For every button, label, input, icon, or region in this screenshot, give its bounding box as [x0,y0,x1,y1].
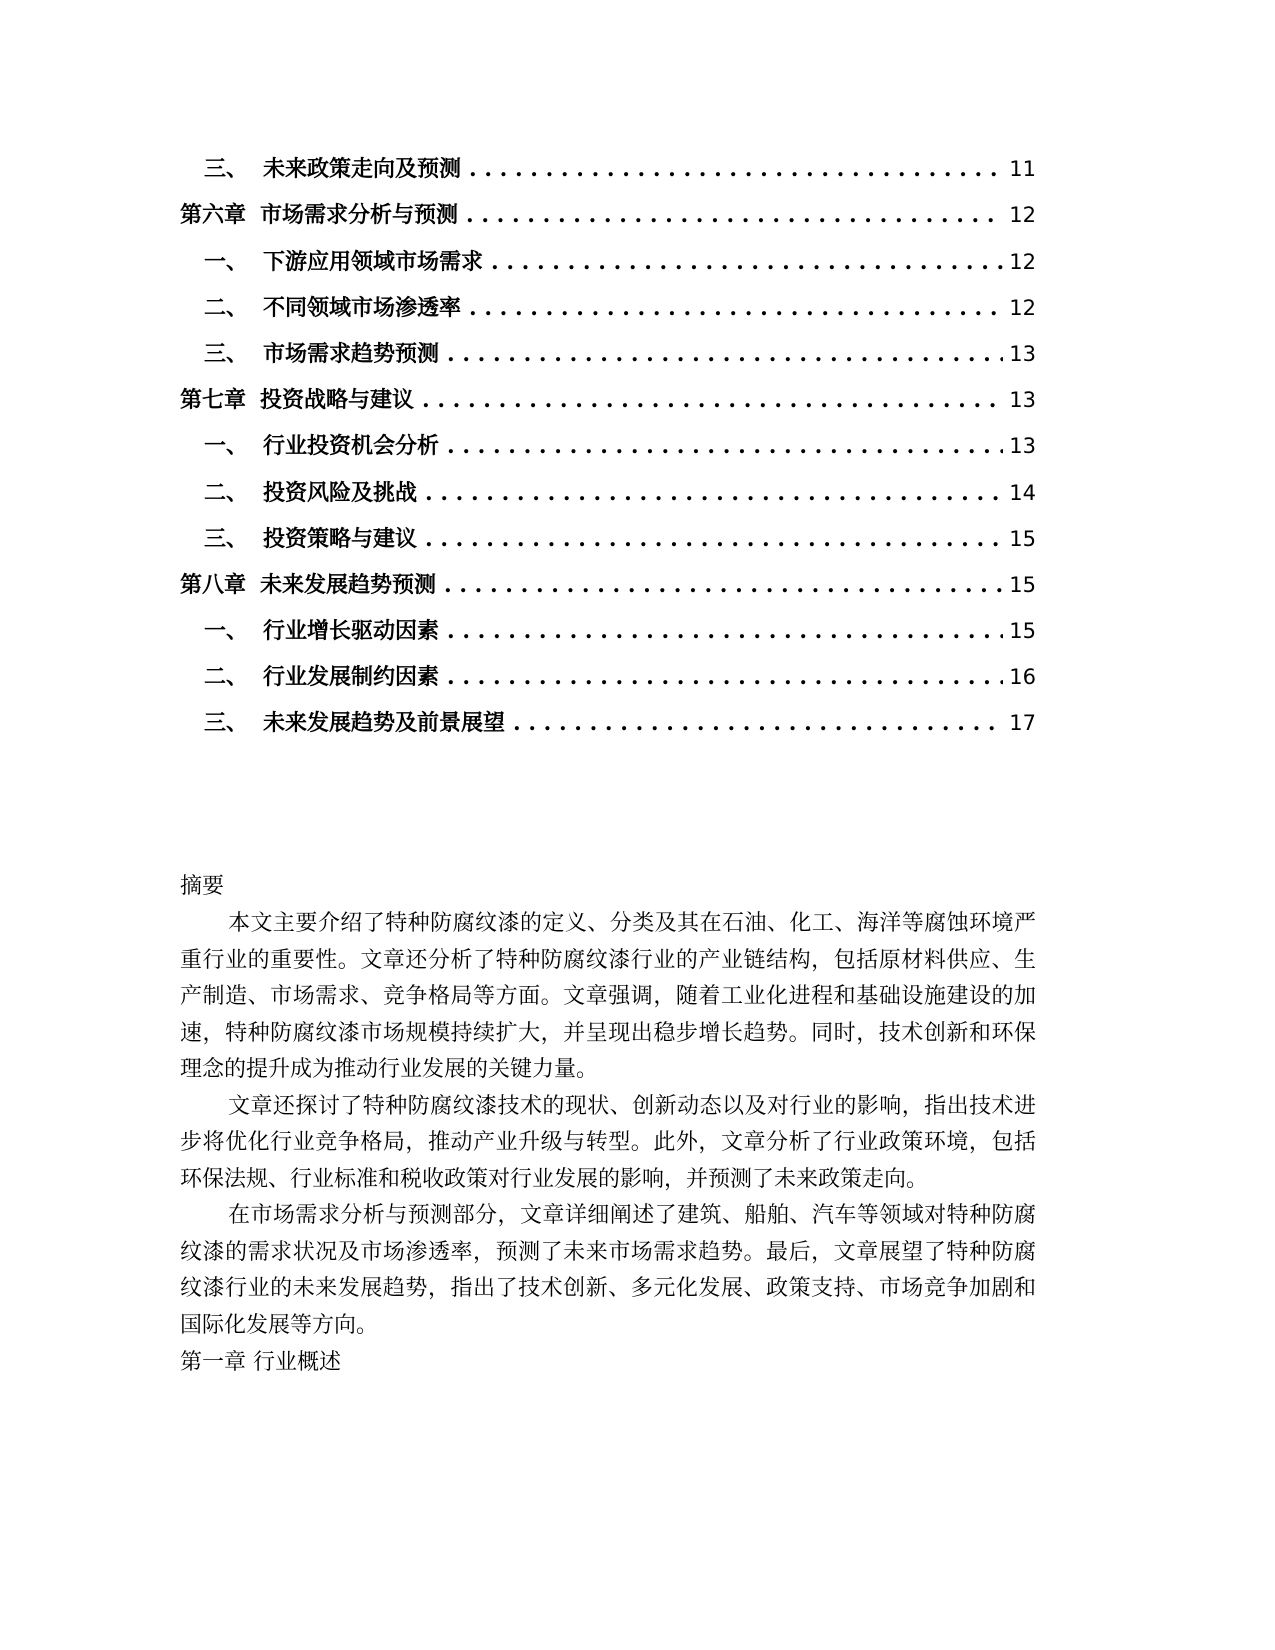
toc-entry[interactable] [180,508,1036,554]
abstract-section [180,868,1036,1382]
toc-entry-title: 行业投资机会分析 [263,433,440,460]
toc-entry[interactable] [180,323,1036,369]
toc-dot-leader [425,524,1003,554]
toc-dot-leader [447,339,1003,369]
toc-dot-leader [466,200,1003,230]
toc-entry-page: 15 [1009,526,1036,551]
toc-dot-leader [491,247,1003,277]
toc-entry-number: 第七章 [180,387,247,414]
toc-entry-number: 第六章 [180,202,247,229]
toc-dot-leader [469,154,1003,184]
toc-entry-title: 不同领域市场渗透率 [263,294,462,321]
toc-entry-title: 市场需求趋势预测 [263,340,440,367]
abstract-paragraph: 本文主要介绍了特种防腐纹漆的定义、分类及其在石油、化工、海洋等腐蚀环境严重行业的重要性。文章还分析了特种防腐纹漆行业的产业链结构，包括原材料供应、生产制造、市场需求、竞争格局等方面。文章强调，随着工业化进程和基础设施建设的加速，特种防腐纹漆市场规模持续扩大，并呈现出稳步增长趋势。同时，技术创新和环保理念的提升成为推动行业发展的关键力量。 [180,911,1036,1082]
toc-entry-number: 三、 [204,156,249,183]
toc-entry-number: 一、 [204,618,249,645]
toc-entry-title: 行业增长驱动因素 [263,618,440,645]
toc-entry-page: 14 [1009,480,1036,505]
toc-entry-page: 12 [1009,295,1036,320]
toc-entry-number: 一、 [204,433,249,460]
toc-entry[interactable] [180,554,1036,600]
toc-entry-title: 未来政策走向及预测 [263,156,462,183]
toc-dot-leader [469,293,1003,323]
toc-entry-page: 15 [1009,619,1036,644]
toc-dot-leader [447,662,1003,692]
toc-dot-leader [422,385,1003,415]
toc-entry[interactable] [180,230,1036,276]
toc-entry-page: 12 [1009,249,1036,274]
abstract-paragraph: 在市场需求分析与预测部分，文章详细阐述了建筑、船舶、汽车等领域对特种防腐纹漆的需求状况及市场渗透率，预测了未来市场需求趋势。最后，文章展望了特种防腐纹漆行业的未来发展趋势，指出了技术创新、多元化发展、政策支持、市场竞争加剧和国际化发展等方向。 [180,1203,1036,1338]
toc-dot-leader [444,570,1003,600]
toc-entry[interactable] [180,369,1036,415]
toc-dot-leader [513,708,1003,738]
toc-entry-page: 12 [1009,203,1036,228]
toc-entry-title: 未来发展趋势及前景展望 [263,710,506,737]
toc-dot-leader [425,478,1003,508]
toc-dot-leader [447,616,1003,646]
toc-entry-number: 二、 [204,294,249,321]
toc-entry-number: 第八章 [180,571,247,598]
toc-entry-page: 11 [1009,157,1036,182]
toc-entry-page: 13 [1009,388,1036,413]
toc-entry-page: 16 [1009,665,1036,690]
toc-entry-number: 一、 [204,248,249,275]
toc-entry-number: 二、 [204,479,249,506]
toc-entry-number: 三、 [204,710,249,737]
abstract-heading: 摘要 [180,874,225,899]
toc-entry-number: 三、 [204,340,249,367]
toc-entry[interactable] [180,184,1036,230]
toc-entry-title: 投资风险及挑战 [263,479,418,506]
toc-entry[interactable] [180,646,1036,692]
toc-entry[interactable] [180,138,1036,184]
toc-entry[interactable] [180,461,1036,507]
toc-entry-page: 13 [1009,341,1036,366]
toc-entry-title: 投资策略与建议 [263,525,418,552]
toc-entry-title: 市场需求分析与预测 [260,202,459,229]
toc-entry-title: 投资战略与建议 [260,387,415,414]
toc-entry-page: 15 [1009,572,1036,597]
toc-entry[interactable] [180,277,1036,323]
toc-entry-number: 二、 [204,664,249,691]
toc-entry[interactable] [180,600,1036,646]
abstract-paragraph: 文章还探讨了特种防腐纹漆技术的现状、创新动态以及对行业的影响，指出技术进步将优化行业竞争格局，推动产业升级与转型。此外，文章分析了行业政策环境，包括环保法规、行业标准和税收政策对行业发展的影响，并预测了未来政策走向。 [180,1093,1036,1192]
table-of-contents [180,138,1036,738]
toc-dot-leader [447,431,1003,461]
toc-entry-page: 13 [1009,434,1036,459]
toc-entry-title: 行业发展制约因素 [263,664,440,691]
toc-entry[interactable] [180,692,1036,738]
toc-entry-title: 下游应用领域市场需求 [263,248,484,275]
toc-entry-title: 未来发展趋势预测 [260,571,437,598]
toc-entry[interactable] [180,415,1036,461]
toc-entry-page: 17 [1009,711,1036,736]
toc-entry-number: 三、 [204,525,249,552]
chapter-heading: 第一章 行业概述 [180,1350,341,1375]
